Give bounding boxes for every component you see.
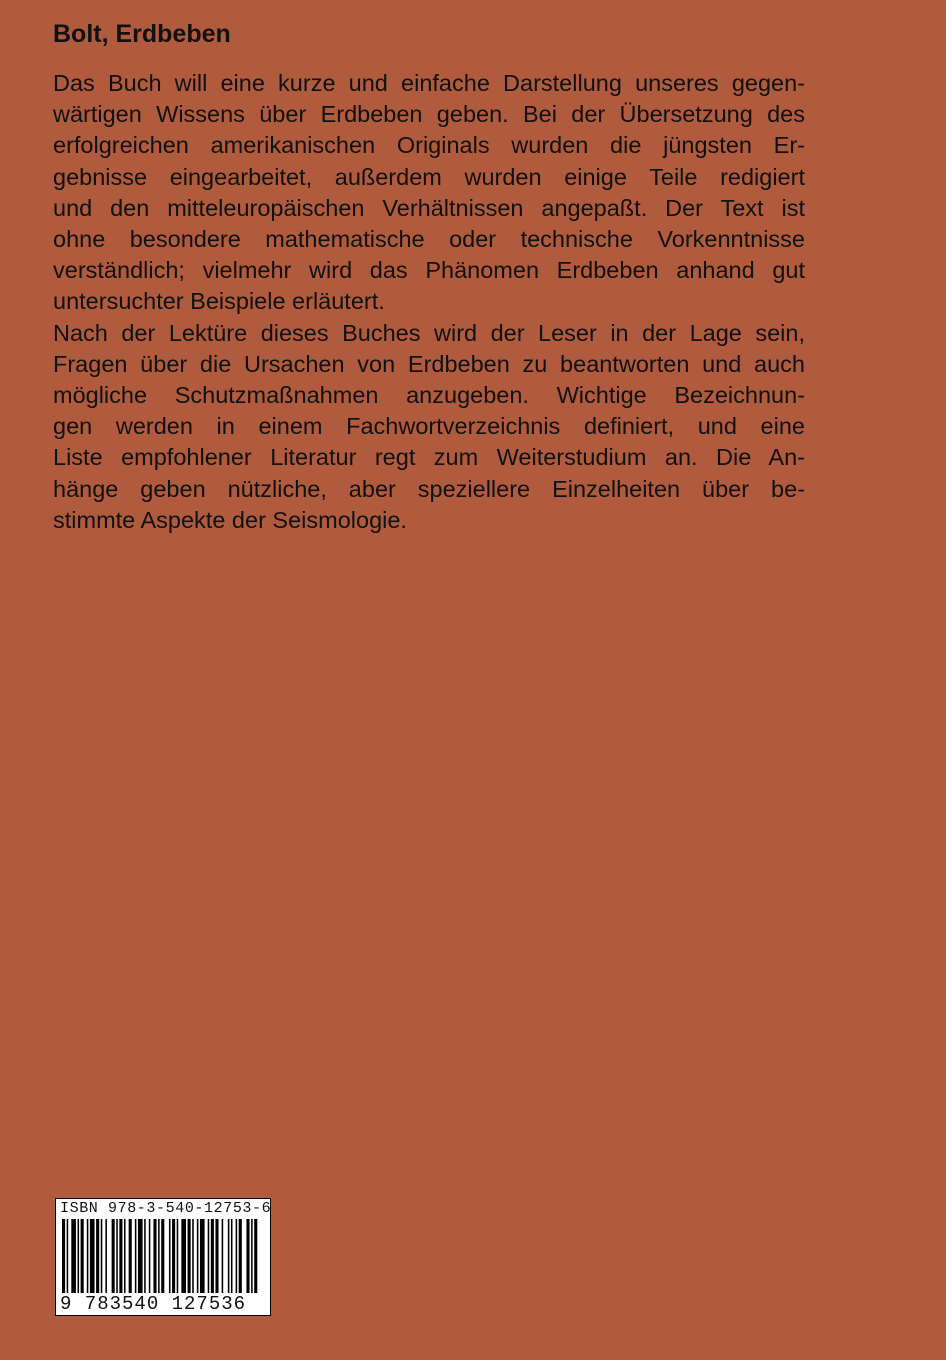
text-line: untersuchter Beispiele erläutert. [53,288,385,315]
text-line: verständlich; vielmehr wird das Phänomen Erdbeben anhand gut [53,257,805,284]
barcode-bar [124,1219,126,1293]
barcode-bar [158,1219,160,1293]
barcode-bar [181,1219,186,1293]
barcode-bar [254,1219,257,1293]
barcode-bar [161,1219,164,1293]
barcode-bar [172,1219,175,1293]
barcode-bar [87,1219,89,1293]
paragraph-2 [53,318,805,536]
barcode-bar [188,1219,191,1293]
text-line: Fragen über die Ursachen von Erdbeben zu beantworten und auch [53,350,805,377]
barcode-bar [208,1219,210,1293]
text-line: und den mitteleuropäischen Verhältnissen angepaßt. Der Text ist [53,194,805,221]
text-line: hänge geben nützliche, aber speziellere Einzelheiten über be- [53,475,805,502]
barcode-bar [231,1219,233,1293]
barcode-bar [200,1219,205,1293]
isbn-barcode [55,1198,271,1316]
barcode-bar [222,1219,224,1293]
barcode-bar [90,1219,95,1293]
barcode-bar [211,1219,214,1293]
barcode-bars [60,1219,266,1293]
text-line: gebnisse eingearbeitet, außerdem wurden einige Teile redigiert [53,163,805,190]
barcode-bar [129,1219,132,1293]
text-line: wärtigen Wissens über Erdbeben geben. Bei der Übersetzung des [53,101,805,128]
barcode-bar [169,1219,171,1293]
paragraph-1 [53,68,805,318]
barcode-bar [177,1219,179,1293]
barcode-bar [78,1219,80,1293]
barcode-bar [197,1219,199,1293]
blurb [53,68,805,536]
barcode-bar [236,1219,238,1293]
text-line: Das Buch will eine kurze und einfache Darstellung unseres gegen- [53,70,805,96]
barcode-bar [144,1219,146,1293]
barcode-bar [251,1219,253,1293]
barcode-bar [105,1219,107,1293]
barcode-bar [119,1219,122,1293]
book-title: Bolt, Erdbeben [53,20,231,48]
barcode-bar [101,1219,103,1293]
barcode-bar [62,1219,65,1293]
text-line: gen werden in einem Fachwortverzeichnis definiert, und eine [53,413,805,440]
barcode-bar [239,1219,242,1293]
text-line: Liste empfohlener Literatur regt zum Weiterstudium an. Die An- [53,444,805,471]
barcode-bar [81,1219,84,1293]
barcode-bar [149,1219,151,1293]
barcode-bar [71,1219,76,1293]
barcode-bar [192,1219,194,1293]
barcode-bar [228,1219,230,1293]
barcode-bar [153,1219,156,1293]
barcode-bar [246,1219,249,1293]
barcode-bar [67,1219,69,1293]
barcode-bar [215,1219,218,1293]
text-line: stimmte Aspekte der Seismologie. [53,506,407,533]
barcode-bar [116,1219,118,1293]
barcode-bar [138,1219,143,1293]
isbn-label: ISBN 978-3-540-12753-6 [60,1200,272,1217]
barcode-bar [112,1219,115,1293]
barcode-bar [96,1219,99,1293]
text-line: Nach der Lektüre dieses Buches wird der Leser in der Lage sein, [53,319,805,346]
barcode-bar [135,1219,137,1293]
text-line: erfolgreichen amerikanischen Originals wurden die jüngsten Er- [53,132,805,159]
text-line: ohne besondere mathematische oder technische Vorkenntnisse [53,226,805,253]
ean-digits: 9 783540 127536 [60,1293,247,1315]
text-line: mögliche Schutzmaßnahmen anzugeben. Wichtige Bezeichnun- [53,382,805,409]
